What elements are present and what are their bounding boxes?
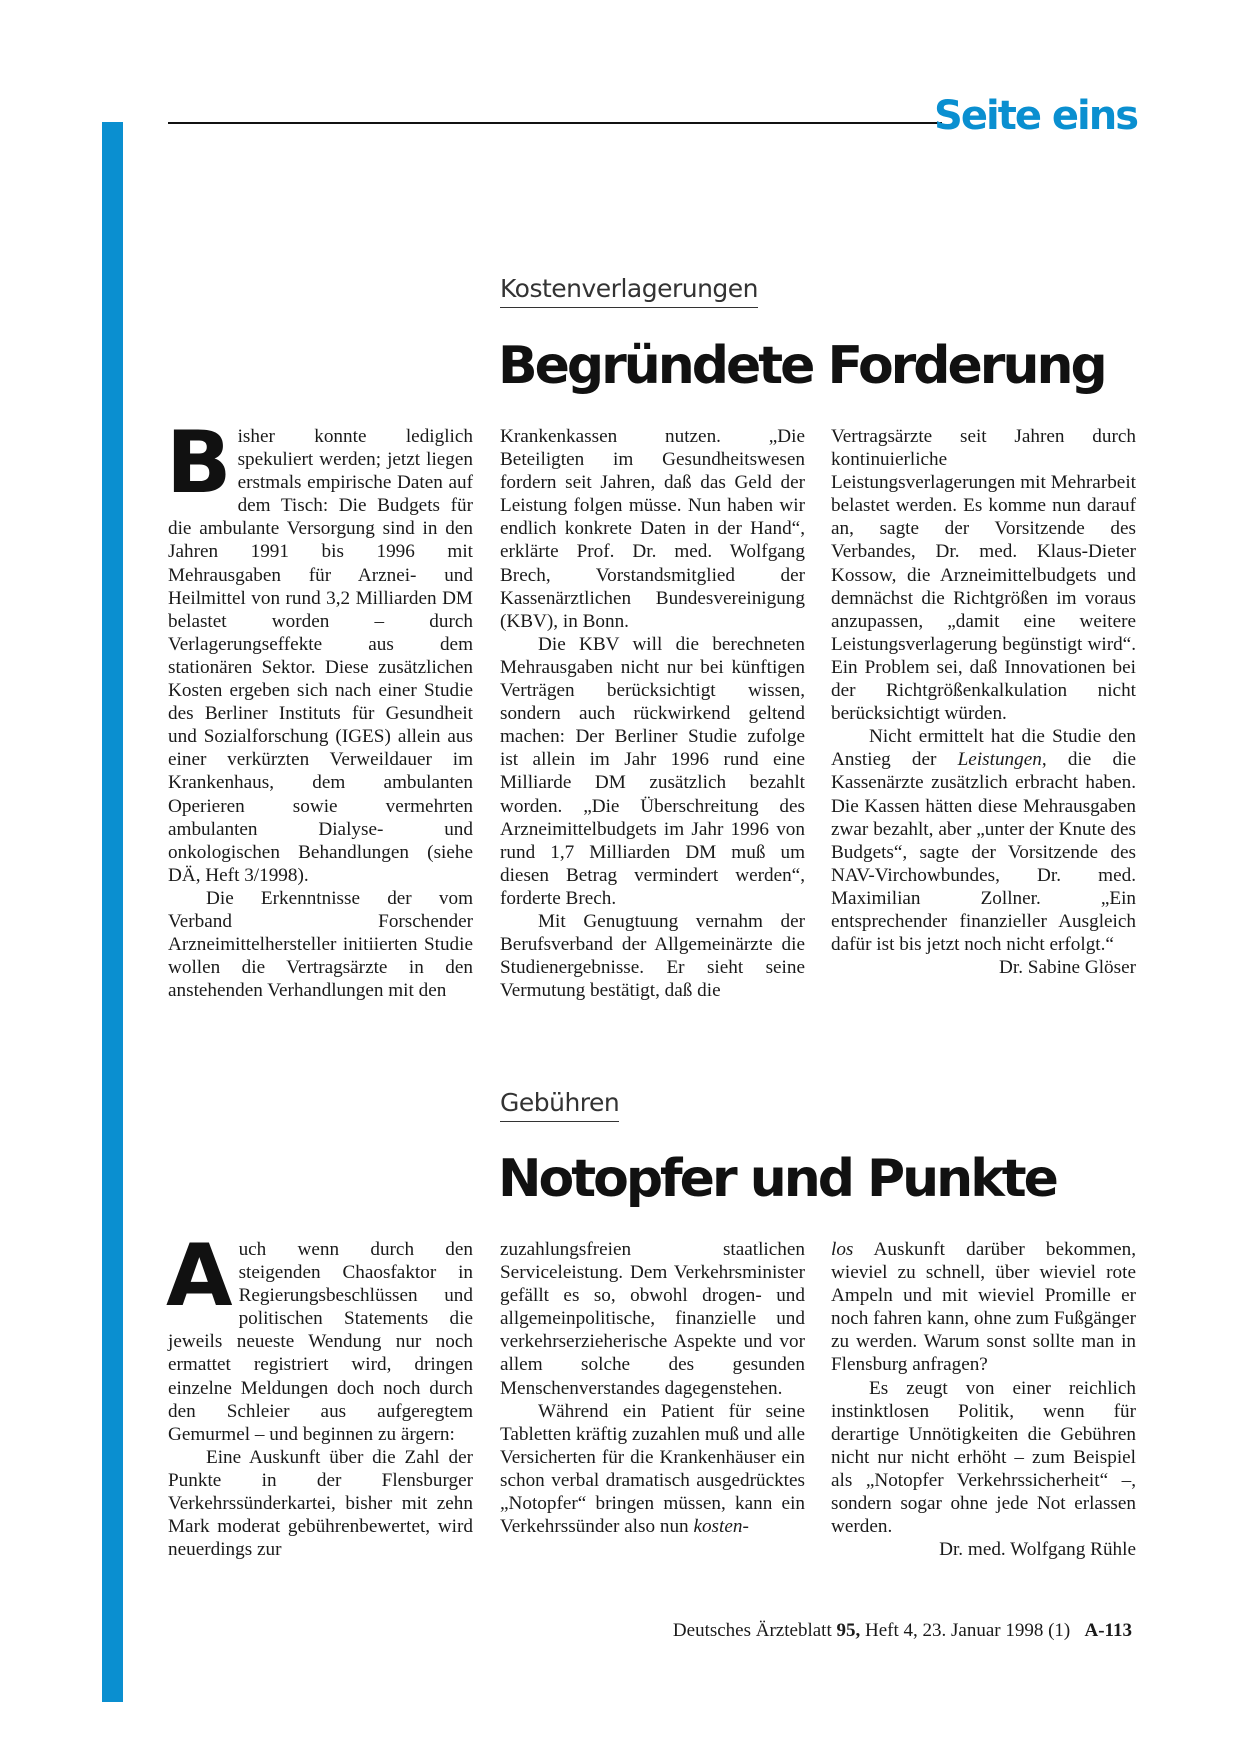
article1-paragraph: Krankenkassen nutzen. „Die Beteiligten im Gesundheitswesen fordern seit Jahren, daß das Geld der Leistung folgen müsse. Nun haben wir endlich konkrete Daten in der Hand“, erklärte Prof. Dr. med. Wolfgang Brech, Vorstandsmitglied der Kassenärztlichen Bundesvereinigung (KBV), in Bonn.: [500, 426, 805, 632]
page-footer: [673, 1620, 1132, 1642]
footer-journal: Deutsches Ärzteblatt: [672, 1620, 832, 1641]
article2-headline: Notopfer und Punkte: [498, 1149, 1056, 1209]
article1-paragraph: Vertragsärzte seit Jahren durch kontinuierliche Leistungsverlagerungen mit Mehrarbeit belastet werden. Es komme nun darauf an, sagte der Vorsitzende des Verbandes, Dr. med. Klaus-Dieter Kossow, die Arzneimittelbudgets und demnächst die Richtgrößen im voraus anzupassen, „damit eine weitere Leistungsverlagerung begünstigt wird“. Ein Problem sei, daß Innovationen bei der Richtgrößenkalkulation nicht berücksichtigt würden.: [831, 426, 1136, 725]
article1-paragraph: Bisher konnte lediglich spekuliert werden; jetzt liegen erstmals empirische Daten auf dem Tisch: Die Budgets für die ambulante Versorgung sind in den Jahren 1991 bis 1996 mit Mehrausgaben für Arznei- und Heilmittel von rund 3,2 Milliarden DM belastet worden – durch Verlagerungseffekte aus dem stationären Sektor. Diese zusätzlichen Kosten ergeben sich nach einer Studie des Berliner Instituts für Gesundheit und Sozialforschung (IGES) allein aus einer verkürzten Verweildauer im Krankenhaus, dem ambulanten Operieren sowie vermehrten ambulanten Dialyse- und onkologischen Behandlungen (siehe DÄ, Heft 3/1998).: [166, 413, 473, 886]
article1-column-3: [831, 425, 1136, 979]
article1-paragraph: Mit Genugtuung vernahm der Berufsverband der Allgemeinärzte die Studienergebnisse. Er sieht seine Vermutung bestätigt, daß die: [500, 910, 805, 1002]
footer-volume: 95,: [836, 1620, 861, 1641]
article1-headline: Begründete Forderung: [498, 336, 1105, 396]
article1-paragraph: Die KBV will die berechneten Mehrausgaben nicht nur bei künftigen Verträgen berücksichtigt wissen, sondern auch rückwirkend geltend machen: Der Berliner Studie zufolge ist allein im Jahr 1996 rund eine Milliarde DM zusätzlich bezahlt worden. „Die Überschreitung des Arzneimittelbudgets im Jahr 1996 von rund 1,7 Milliarden DM muß um diesen Betrag vermindert werden“, forderte Brech.: [500, 633, 805, 909]
article2-paragraph: Auch wenn durch den steigenden Chaosfaktor in Regierungsbeschlüssen und politischen Statements die jeweils neueste Wendung nur noch ermattet registriert wird, dringen einzelne Meldungen doch noch durch den Schleier aus aufgeregtem Gemurmel – und beginnen zu ärgern:: [166, 1226, 473, 1445]
article1-column-1: [166, 413, 473, 1002]
article2-column-2: [500, 1238, 805, 1538]
article2-paragraph: los Auskunft darüber bekommen, wieviel zu schnell, über wieviel rote Ampeln und mit wieviel Promille er noch fahren kann, ohne zum Fußgänger zu werden. Warum sonst sollte man in Flensburg anfragen?: [831, 1239, 1136, 1376]
footer-issue: Heft 4, 23. Januar 1998 (1): [864, 1620, 1071, 1641]
article2-kicker: Gebühren: [500, 1090, 619, 1122]
side-accent-bar: [102, 122, 123, 1702]
article2-paragraph: Während ein Patient für seine Tabletten kräftig zuzahlen muß und alle Versicherten für die Krankenhäuser ein schon verbal dramatisch ausgedrücktes „Notopfer“ bringen müssen, kann ein Verkehrssünder also nun kosten-: [500, 1400, 806, 1538]
header-rule: [168, 122, 942, 124]
article1-paragraph: Nicht ermittelt hat die Studie den Anstieg der Leistungen, die die Kassenärzte zusätzlich erbracht haben. Die Kassen hätten diese Mehrausgaben zwar bezahlt, aber „unter der Knute des Budgets“, sagte der Vorsitzende des NAV-Virchowbundes, Dr. med. Maximilian Zollner. „Ein entsprechender finanzieller Ausgleich dafür ist bis jetzt noch nicht erfolgt.“: [831, 726, 1136, 956]
article2-column-1: [166, 1226, 473, 1561]
article2-author: Dr. med. Wolfgang Rühle: [939, 1539, 1136, 1561]
article1-author: Dr. Sabine Glöser: [999, 957, 1136, 979]
article2-paragraph: Es zeugt von einer reichlich instinktlosen Politik, wenn für derartige Unnötigkeiten die Gebühren nicht nur nicht erhöht – zum Beispiel als „Notopfer Verkehrssicherheit“ –, sondern sogar ohne jede Not erlassen werden.: [831, 1377, 1136, 1538]
article2-column-3: [831, 1238, 1136, 1561]
article1-column-2: [500, 425, 805, 1002]
footer-page-number: A-113: [1084, 1620, 1132, 1641]
article1-dropcap: B: [166, 413, 232, 513]
article2-dropcap: A: [166, 1226, 233, 1326]
article1-paragraph: Die Erkenntnisse der vom Verband Forschender Arzneimittelhersteller initiierten Studie wollen die Vertragsärzte in den anstehenden Verhandlungen mit den: [168, 887, 473, 1002]
article1-kicker: Kostenverlagerungen: [500, 276, 758, 308]
section-title: Seite eins: [934, 93, 1137, 139]
article2-paragraph: zuzahlungsfreien staatlichen Serviceleistung. Dem Verkehrsminister gefällt es so, obwohl drogen- und allgemeinpolitische, finanzielle und verkehrserzieherische Aspekte und vor allem solche des gesunden Menschenverstandes dagegenstehen.: [500, 1239, 805, 1399]
article2-paragraph: Eine Auskunft über die Zahl der Punkte in der Flensburger Verkehrssünderkartei, bisher mit zehn Mark moderat gebührenbewertet, wird neuerdings zur: [168, 1446, 473, 1561]
